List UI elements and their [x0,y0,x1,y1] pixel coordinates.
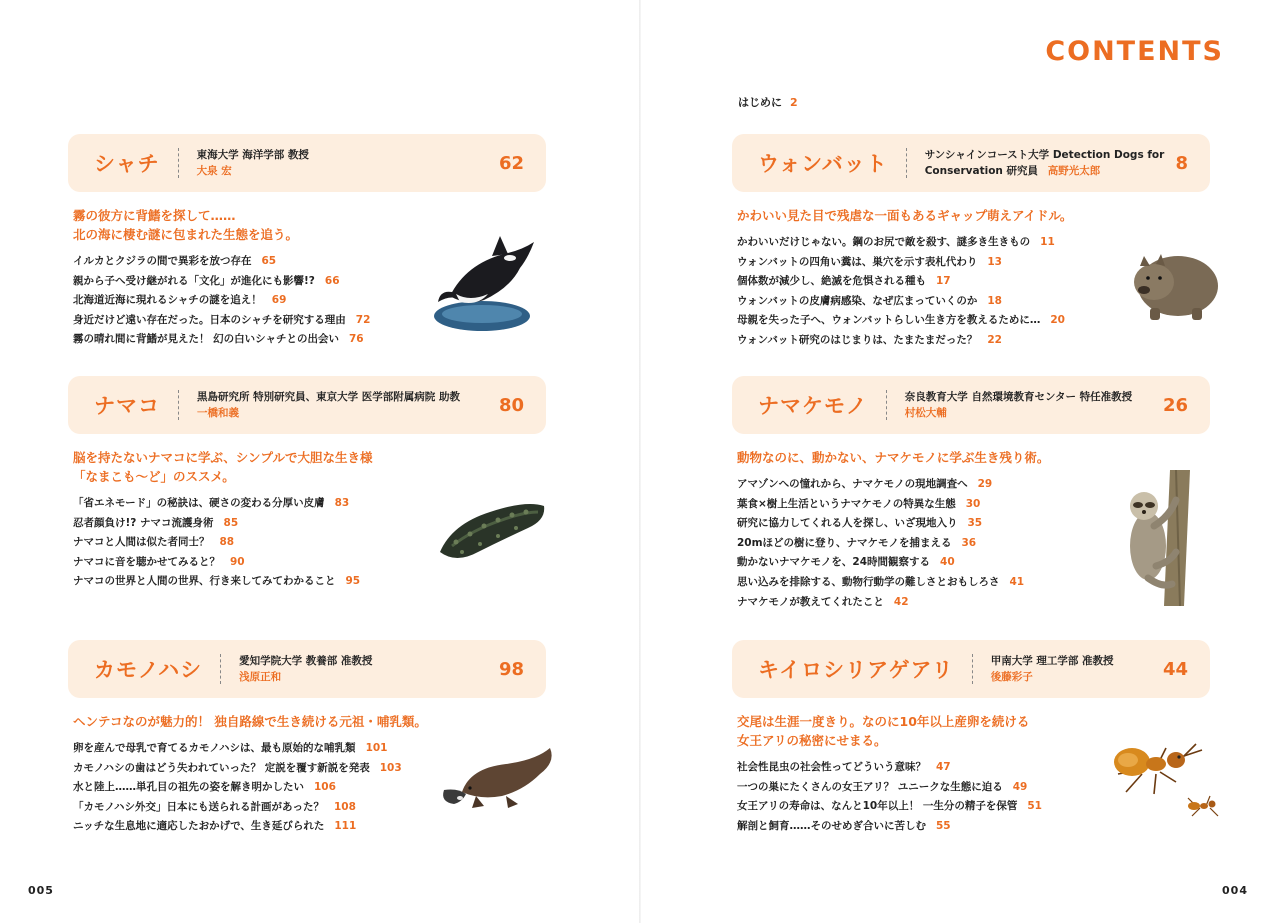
animal-name: ナマケモノ [758,394,868,418]
chapter-page: 108 [333,800,356,813]
chapter-title: 霧の晴れ間に背鰭が見えた！ 幻の白いシャチとの出会い [73,333,339,346]
author-block [905,389,1163,421]
chapter-page: 35 [967,517,983,530]
page-number-right: 004 [1222,884,1248,897]
chapter-page: 72 [355,313,371,326]
header-divider [178,148,179,178]
header-divider [220,654,221,684]
chapter-title: 20mほどの樹に登り、ナマケモノを捕まえる [737,536,952,549]
animal-name: ウォンバット [758,152,888,176]
section-header[interactable] [732,376,1210,434]
chapter-page: 17 [936,275,951,288]
chapter-page: 95 [345,575,361,588]
chapter-page: 30 [965,497,981,510]
chapter-title: ナマケモノが教えてくれたこと [737,595,884,608]
chapter-title: 一つの巣にたくさんの女王アリ？ ユニークな生態に迫る [737,780,1003,793]
catch-line: 「なまこも～ど」のススメ。 [73,469,235,484]
catch-line: 女王アリの秘密にせまる。 [737,733,887,748]
catch-line: かわいい見た目で残虐な一面もあるギャップ萌えアイドル。 [737,208,1073,223]
section-header[interactable] [732,640,1210,698]
chapter-title: ウォンバット研究のはじまりは、たまたまだった？ [737,333,978,346]
catch-line: 交尾は生涯一度きり。なのに10年以上産卵を続ける [737,714,1030,729]
author-name: 村松大輔 [904,407,947,419]
chapter-page: 29 [977,478,993,490]
chapter-item[interactable] [73,330,546,350]
chapter-title: 思い込みを排除する、動物行動学の難しさとおもしろさ [737,575,1000,588]
animal-name: ナマコ [94,394,160,418]
catch-line: ヘンテコなのが魅力的！ 独自路線で生き続ける元祖・哺乳類。 [73,714,427,729]
chapter-page: 47 [936,761,951,773]
contents-title: CONTENTS [1045,36,1224,67]
chapter-page: 11 [1040,236,1055,248]
ant-illustration [1106,734,1228,826]
chapter-page: 22 [987,333,1002,346]
chapter-page: 106 [314,781,336,794]
chapter-title: 研究に協力してくれる人を探し、いざ現地入り [737,517,958,530]
author-name: 高野光太郎 [1047,165,1101,177]
chapter-title: 解剖と飼育……そのせめぎ合いに苦しむ [737,819,926,832]
chapter-page: 51 [1027,800,1042,813]
chapter-title: アマゾンへの憧れから、ナマケモノの現地調査へ [737,478,968,490]
chapter-page: 55 [936,819,951,832]
wombat-illustration [1128,238,1220,324]
section-page: 80 [498,394,524,416]
chapter-page: 40 [940,556,955,569]
header-divider [972,654,973,684]
page-number-left: 005 [28,884,54,897]
header-divider [906,148,907,178]
affiliation: サンシャインコースト大学 Detection Dogs for Conservation 研究員 [924,149,1165,177]
chapter-title: 身近だけど遠い存在だった。日本のシャチを研究する理由 [73,313,346,326]
chapter-page: 69 [271,294,287,307]
sea-cucumber-illustration [432,490,550,570]
author-block [197,147,499,179]
chapter-page: 49 [1012,780,1028,793]
chapter-title: ウォンバットの皮膚病感染、なぜ広まっていくのか [737,294,978,307]
catchphrase [737,206,1210,225]
chapter-page: 85 [223,516,239,529]
chapter-page: 13 [987,255,1002,268]
chapter-title: 母親を失った子へ、ウォンバットらしい生き方を教えるために… [737,314,1041,327]
section-page: 98 [498,658,524,680]
catch-line: 北の海に棲む謎に包まれた生態を追う。 [73,227,299,242]
chapter-page: 41 [1009,575,1025,588]
chapter-title: 水と陸上……単孔目の祖先の姿を解き明かしたい [73,781,304,794]
chapter-title: 親から子へ受け継がれる「文化」が進化にも影響!? [73,274,315,287]
affiliation: 東海大学 海洋学部 教授 [196,149,309,161]
chapter-title: 動かないナマケモノを、24時間観察する [737,556,931,569]
chapter-page: 42 [893,595,909,608]
author-name: 一橋和義 [197,407,239,419]
chapter-item[interactable] [73,572,546,592]
animal-name: キイロシリアゲアリ [758,658,954,682]
intro-entry[interactable] [738,94,798,110]
chapter-title: 「カモノハシ外交」日本にも送られる計画があった？ [73,800,324,813]
chapter-title: 女王アリの寿命は、なんと10年以上！ 一生分の精子を保管 [737,800,1018,813]
chapter-page: 103 [379,761,402,774]
chapter-page: 101 [365,742,388,754]
chapter-title: カモノハシの歯はどう失われていった？ 定説を覆す新説を発表 [73,761,370,774]
section-header[interactable] [68,134,546,192]
author-block [991,653,1163,685]
chapter-page: 76 [348,333,364,346]
chapter-title: ナマコの世界と人間の世界、行き来してみてわかること [73,575,336,588]
author-block [925,147,1176,179]
section-page: 44 [1162,658,1188,680]
chapter-page: 88 [219,536,235,549]
chapter-page: 90 [230,555,245,568]
catchphrase [73,448,546,486]
author-name: 後藤彩子 [990,671,1033,683]
chapter-title: かわいいだけじゃない。鋼のお尻で敵を殺す、謎多き生きもの [737,236,1031,248]
catch-line: 霧の彼方に背鰭を探して…… [73,208,236,223]
affiliation: 黒島研究所 特別研究員、東京大学 医学部附属病院 助教 [197,391,460,403]
affiliation: 奈良教育大学 自然環境教育センター 特任准教授 [904,391,1133,403]
chapter-title: 葉食×樹上生活というナマケモノの特異な生態 [737,497,956,510]
chapter-item[interactable] [737,331,1210,351]
catch-line: 動物なのに、動かない、ナマケモノに学ぶ生き残り術。 [737,450,1050,465]
chapter-title: 個体数が減少し、絶滅を危惧される種も [737,275,926,288]
chapter-title: 北海道近海に現れるシャチの謎を追え！ [73,294,262,307]
chapter-item[interactable] [73,817,546,837]
chapter-page: 36 [961,536,977,549]
chapter-page: 111 [334,820,357,833]
section-page: 26 [1162,394,1188,416]
affiliation: 甲南大学 理工学部 准教授 [990,655,1114,667]
chapter-page: 65 [261,255,277,267]
chapter-title: イルカとクジラの間で異彩を放つ存在 [73,255,252,267]
chapter-page: 83 [334,497,350,509]
chapter-title: 社会性昆虫の社会性ってどういう意味？ [737,761,926,773]
chapter-title: 忍者顔負け!? ナマコ流護身術 [73,516,214,529]
chapter-title: ナマコに音を聴かせてみると？ [73,555,220,568]
chapter-title: ナマコと人間は似た者同士？ [73,536,210,549]
header-divider [886,390,887,420]
affiliation: 愛知学院大学 教養部 准教授 [239,655,373,667]
page-gutter [639,0,641,923]
section-header[interactable] [68,640,546,698]
sloth-illustration [1118,470,1198,606]
orca-illustration [430,232,542,332]
chapter-page: 18 [987,294,1002,307]
author-name: 大泉 宏 [196,165,232,177]
catch-line: 脳を持たないナマコに学ぶ、シンプルで大胆な生き様 [73,450,373,465]
chapter-title: 卵を産んで母乳で育てるカモノハシは、最も原始的な哺乳類 [73,742,356,754]
catchphrase [737,448,1210,467]
intro-page: 2 [790,96,798,109]
author-block [197,389,499,421]
section-header[interactable] [68,376,546,434]
chapter-title: ニッチな生息地に適応したおかげで、生き延びられた [73,820,325,833]
intro-label: はじめに [738,96,782,109]
author-block [239,653,499,685]
section-page: 8 [1175,152,1188,174]
animal-name: シャチ [94,152,160,176]
chapter-page: 66 [324,274,340,287]
chapter-title: 「省エネモード」の秘訣は、硬さの変わる分厚い皮膚 [73,497,325,509]
section-header[interactable] [732,134,1210,192]
platypus-illustration [436,738,558,820]
catchphrase [73,712,546,731]
section-page: 62 [498,152,524,174]
chapter-page: 20 [1050,314,1065,327]
header-divider [178,390,179,420]
chapter-title: ウォンバットの四角い糞は、巣穴を示す表札代わり [737,255,978,268]
animal-name: カモノハシ [94,658,203,682]
author-name: 浅原正和 [239,671,282,683]
